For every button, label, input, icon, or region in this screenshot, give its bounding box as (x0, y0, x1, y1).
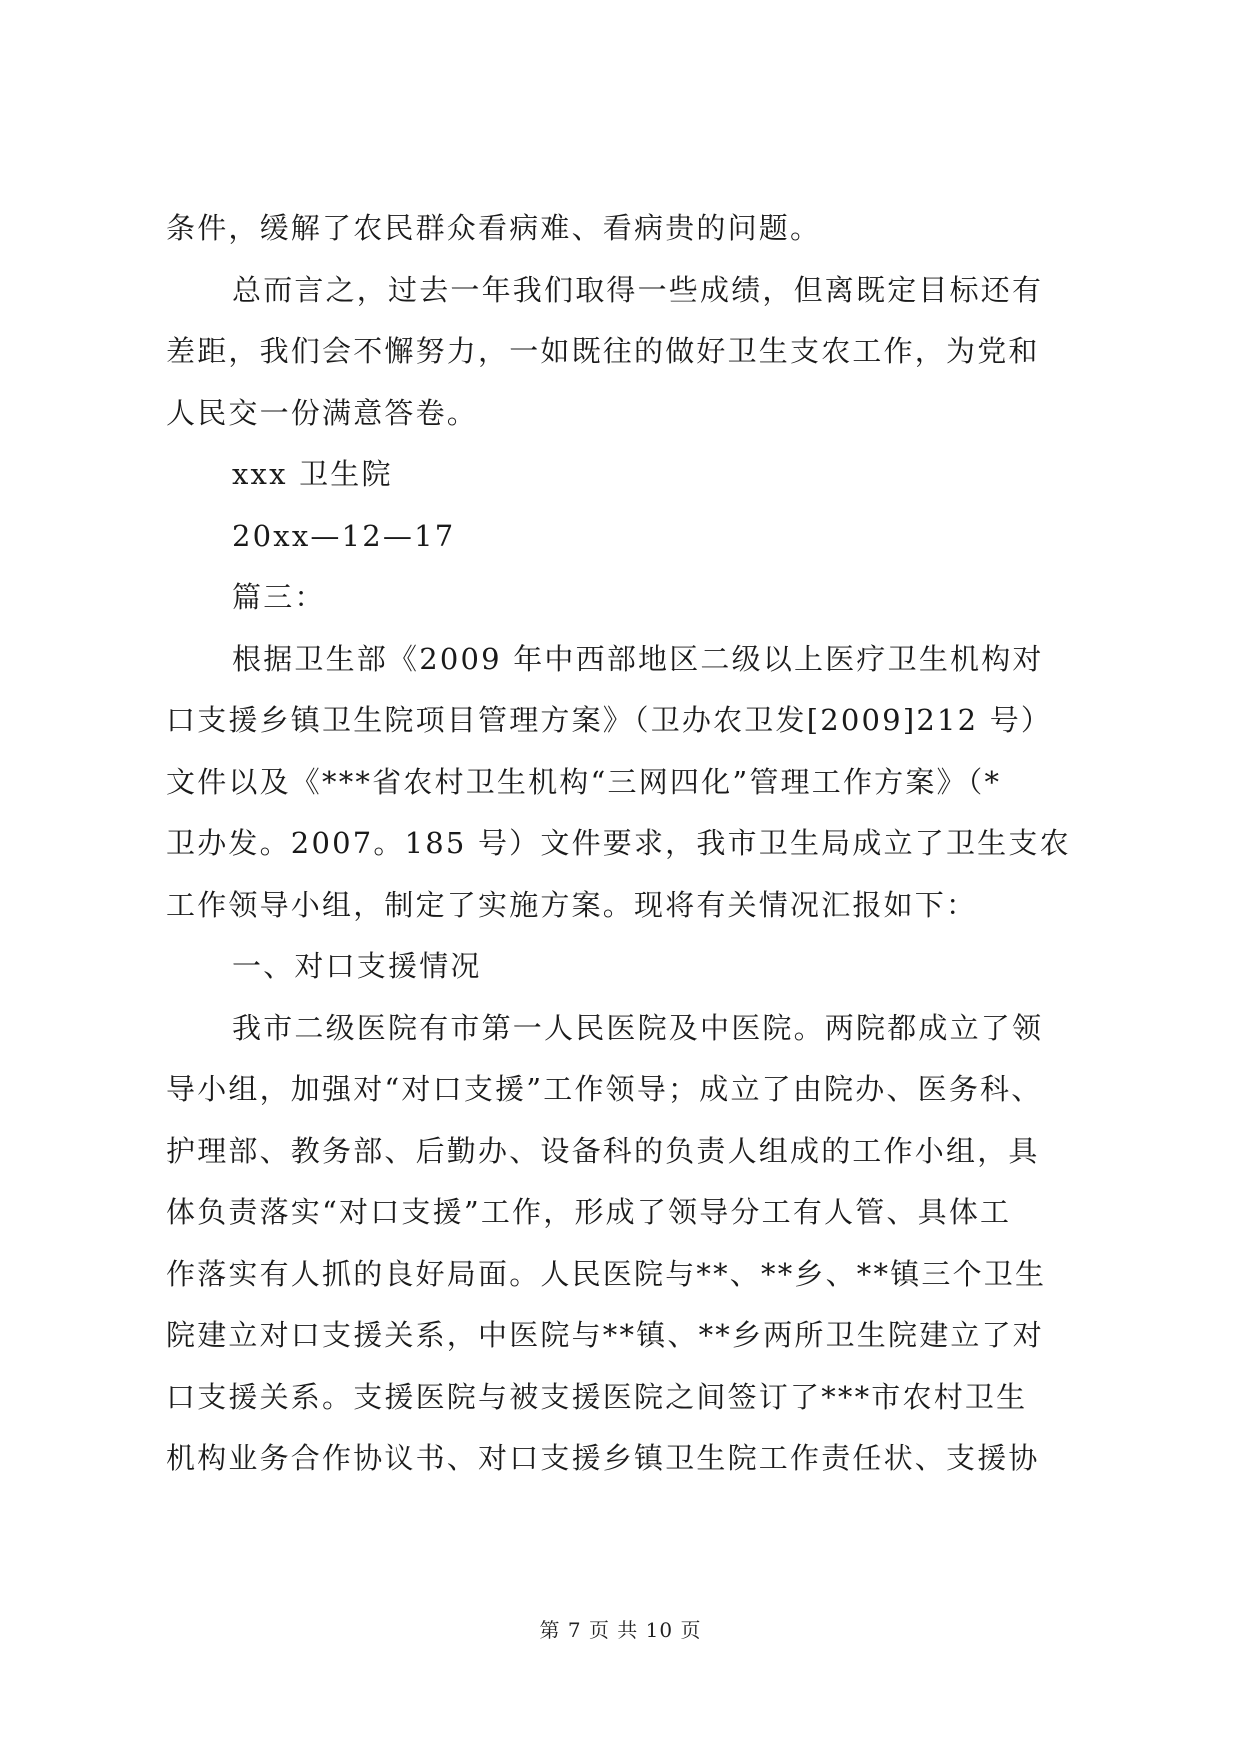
text-line: 文件以及《***省农村卫生机构“三网四化”管理工作方案》（* (166, 764, 1002, 799)
text-line: 机构业务合作协议书、对口支援乡镇卫生院工作责任状、支援协 (166, 1441, 1040, 1475)
signature-date: 20xx—12—17 (232, 518, 456, 553)
text-line: 总而言之，过去一年我们取得一些成绩，但离既定目标还有 (232, 272, 1044, 307)
text-line: 人民交一份满意答卷。 (166, 395, 479, 430)
text-line: 护理部、教务部、后勤办、设备科的负责人组成的工作小组，具 (166, 1133, 1040, 1168)
text-line: 差距，我们会不懈努力，一如既往的做好卫生支农工作，为党和 (166, 334, 1040, 368)
text-line: 我市二级医院有市第一人民医院及中医院。两院都成立了领 (232, 1010, 1044, 1045)
section-heading: 篇三： (232, 580, 326, 614)
text-line: 口支援乡镇卫生院项目管理方案》（卫办农卫发[2009]212 号） (166, 703, 1053, 737)
text-line: 条件，缓解了农民群众看病难、看病贵的问题。 (166, 211, 822, 245)
text-line: 根据卫生部《2009 年中西部地区二级以上医疗卫生机构对 (232, 641, 1044, 676)
text-line: 体负责落实“对口支援”工作，形成了领导分工有人管、具体工 (166, 1195, 1012, 1229)
page-number-footer: 第 7 页 共 10 页 (539, 1618, 702, 1642)
text-line: 工作领导小组，制定了实施方案。现将有关情况汇报如下： (166, 887, 978, 922)
text-line: 卫办发。2007。185 号）文件要求，我市卫生局成立了卫生支农 (166, 826, 1071, 860)
text-line: 导小组，加强对“对口支援”工作领导；成立了由院办、医务科、 (166, 1072, 1043, 1106)
subsection-heading: 一、对口支援情况 (232, 949, 482, 983)
signature-organization: xxx 卫生院 (232, 457, 393, 491)
document-body (166, 198, 1086, 1490)
text-line: 口支援关系。支援医院与被支援医院之间签订了***市农村卫生 (166, 1379, 1028, 1414)
text-line: 院建立对口支援关系，中医院与**镇、**乡两所卫生院建立了对 (166, 1318, 1045, 1352)
text-line: 作落实有人抓的良好局面。人民医院与**、**乡、**镇三个卫生 (166, 1256, 1047, 1291)
